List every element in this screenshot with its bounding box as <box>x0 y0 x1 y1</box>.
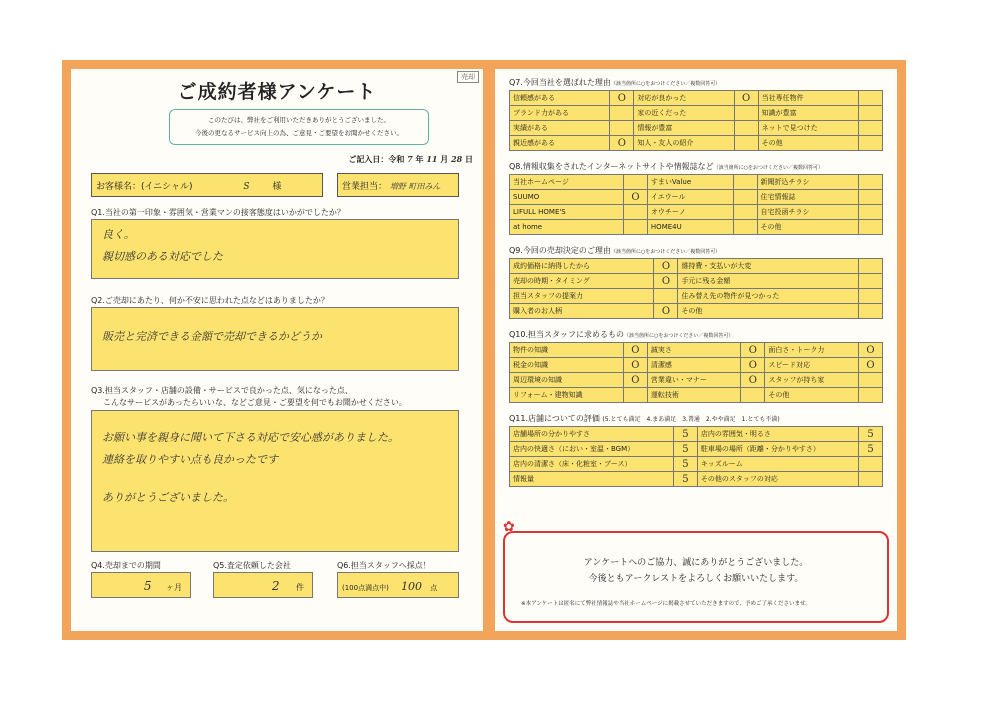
q8-mark-cell <box>859 220 883 235</box>
staff-name: 増野 町田みん <box>389 182 441 191</box>
q9-mark-cell: O <box>654 304 678 319</box>
q7-row <box>510 121 883 136</box>
q9-mark-cell <box>859 274 883 289</box>
question-1: Q1.当社の第一印象・雰囲気・営業マンの接客態度はいかがでしたか？ <box>91 208 345 217</box>
q10-mark-cell <box>741 388 765 403</box>
right-survey-page <box>486 60 906 640</box>
q8-option-label: イエウール <box>647 190 733 205</box>
q8-mark-cell <box>733 175 757 190</box>
q11-title: Q11.店舗についての評価 <box>509 414 600 423</box>
q9-title: Q9.今回の売却決定のご理由 <box>509 246 611 255</box>
q8-row <box>510 205 883 220</box>
q7-mark-cell <box>859 136 883 151</box>
q7-option-label: 実績がある <box>510 121 610 136</box>
q8-section <box>509 161 883 235</box>
date-day-unit: 日 <box>465 155 473 164</box>
answer-6-unit: 点 <box>430 584 438 592</box>
q8-mark-cell <box>859 190 883 205</box>
thanks-line: アンケートへのご協力、誠にありがとうございました。 <box>583 558 809 568</box>
q11-option-label: 店内の雰囲気・明るさ <box>697 427 858 442</box>
q11-mark-cell <box>859 457 883 472</box>
customer-name-field <box>91 173 323 197</box>
date-month: 11 <box>426 154 438 164</box>
q10-mark-cell: O <box>741 373 765 388</box>
q9-option-label: 担当スタッフの提案力 <box>510 289 654 304</box>
q9-mark-cell <box>859 289 883 304</box>
q11-mark-cell: 5 <box>859 427 883 442</box>
q10-row <box>510 358 883 373</box>
question-3-line1: Q3.担当スタッフ・店舗の設備・サービスで良かった点、気になった点、 <box>91 386 353 395</box>
question-5: Q5.査定依頼した会社 <box>213 561 291 570</box>
q9-mark-cell <box>859 259 883 274</box>
customer-suffix: 様 <box>272 182 282 192</box>
q9-table <box>509 258 883 319</box>
q11-scale: (5.とても満足 4.まあ満足 3.普通 2.やや満足 1.とても不満) <box>602 416 780 423</box>
intro-line: このたびは、弊社をご利用いただきありがとうございました。 <box>208 116 390 124</box>
q9-option-label: 手元に残る金額 <box>678 274 859 289</box>
q11-section <box>509 413 883 487</box>
q8-option-label: LIFULL HOME'S <box>510 205 624 220</box>
q10-table <box>509 342 883 403</box>
q10-mark-cell: O <box>623 358 647 373</box>
q8-option-label: すまいValue <box>647 175 733 190</box>
q10-option-label: 誠実さ <box>647 343 741 358</box>
q10-mark-cell: O <box>859 343 883 358</box>
q7-option-label: ネットで見つけた <box>758 121 858 136</box>
q10-option-label: 営業違い・マナー <box>647 373 741 388</box>
question-3-line2: こんなサービスがあったらいいな、などご意見・ご要望を何でもお聞かせください。 <box>103 398 407 407</box>
q7-mark-cell <box>734 136 758 151</box>
q8-mark-cell <box>733 220 757 235</box>
q7-option-label: 知人・友人の紹介 <box>634 136 734 151</box>
q10-option-label: スピード対応 <box>765 358 859 373</box>
q10-option-label: 周辺環境の知識 <box>510 373 624 388</box>
q11-mark-cell: 5 <box>673 457 697 472</box>
q10-option-label: 物件の知識 <box>510 343 624 358</box>
q11-option-label: 店舗場所の分かりやすさ <box>510 427 674 442</box>
q9-option-label: 成約価格に納得したから <box>510 259 654 274</box>
q8-mark-cell <box>733 205 757 220</box>
answer-1-line: 良く。 <box>102 228 135 241</box>
q10-title: Q10.担当スタッフに求めるもの <box>509 330 625 339</box>
q7-mark-cell: O <box>610 136 634 151</box>
date-year: 7 <box>407 154 413 164</box>
q8-option-label: 住宅情報誌 <box>757 190 859 205</box>
customer-label: お客様名：(イニシャル) <box>96 182 193 192</box>
q11-option-label: その他のスタッフの対応 <box>697 472 858 487</box>
q11-option-label: 店内の清潔さ（床・化粧室・ブース） <box>510 457 674 472</box>
ribbon-bow-icon: ✿ <box>503 519 515 535</box>
q9-row <box>510 274 883 289</box>
q8-row <box>510 175 883 190</box>
answer-1-line: 親切感のある対応でした <box>102 250 223 263</box>
q10-note: （該当箇所に○をおつけください／複数回答可） <box>624 333 734 339</box>
answer-6-label: (100点満点中) <box>342 584 389 592</box>
q7-mark-cell <box>610 106 634 121</box>
q10-option-label: 税金の知識 <box>510 358 624 373</box>
date-month-unit: 月 <box>440 155 449 164</box>
q10-option-label: スタッフが持ち家 <box>765 373 859 388</box>
q7-option-label: ブランド力がある <box>510 106 610 121</box>
q10-section <box>509 329 883 403</box>
category-stamp: 売却 <box>457 71 479 83</box>
q9-option-label: 住み替え先の物件が見つかった <box>678 289 859 304</box>
q10-row <box>510 388 883 403</box>
q9-row <box>510 259 883 274</box>
q10-row <box>510 343 883 358</box>
q7-mark-cell: O <box>610 91 634 106</box>
q8-mark-cell <box>623 175 647 190</box>
footnote: ※本アンケートは匿名にて弊社情報誌や当社ホームページに掲載させていただきますので、予めご了承くださいませ。 <box>521 601 811 607</box>
q7-option-label: 親近感がある <box>510 136 610 151</box>
q8-mark-cell <box>859 175 883 190</box>
q10-mark-cell: O <box>741 358 765 373</box>
q9-row <box>510 304 883 319</box>
q10-mark-cell: O <box>859 358 883 373</box>
q10-row <box>510 373 883 388</box>
q9-row <box>510 289 883 304</box>
q7-mark-cell <box>734 106 758 121</box>
answer-4-unit: ヶ月 <box>166 583 182 592</box>
q10-mark-cell: O <box>623 373 647 388</box>
q11-option-label: キッズルーム <box>697 457 858 472</box>
q8-title: Q8.情報収集をされたインターネットサイトや情報誌など <box>509 162 714 171</box>
q10-option-label: 清潔感 <box>647 358 741 373</box>
q10-option-label: その他 <box>765 388 859 403</box>
q8-mark-cell <box>623 205 647 220</box>
q9-option-label: 維持費・支払いが大変 <box>678 259 859 274</box>
answer-3-line: 連絡を取りやすい点も良かったです <box>102 453 278 466</box>
left-survey-page <box>62 60 492 640</box>
q7-note: （該当箇所に○をおつけください／複数回答可） <box>610 81 721 87</box>
q7-option-label: 対応が良かった <box>634 91 734 106</box>
q9-note: （該当箇所に○をおつけください／複数回答可） <box>610 249 721 255</box>
answer-6-value: 100 <box>401 580 423 593</box>
intro-box <box>169 109 429 145</box>
date-label: ご記入日：令和 <box>348 155 405 164</box>
q10-mark-cell: O <box>623 343 647 358</box>
q9-mark-cell: O <box>654 259 678 274</box>
question-6: Q6.担当スタッフへ採点！ <box>337 561 431 570</box>
q7-table <box>509 90 883 151</box>
q8-mark-cell <box>623 220 647 235</box>
q8-option-label: 新聞折込チラシ <box>757 175 859 190</box>
answer-2-box <box>91 307 459 371</box>
q10-mark-cell <box>623 388 647 403</box>
q8-option-label: オウチーノ <box>647 205 733 220</box>
answer-4-box <box>91 572 191 598</box>
q7-row <box>510 136 883 151</box>
q8-table <box>509 174 883 235</box>
q11-mark-cell: 5 <box>673 472 697 487</box>
q11-mark-cell: 5 <box>673 427 697 442</box>
question-4: Q4.売却までの期間 <box>91 561 161 570</box>
answer-2-line: 販売と完済できる金額で売却できるかどうか <box>102 330 322 343</box>
answer-3-line: お願い事を親身に聞いて下さる対応で安心感がありました。 <box>102 431 399 444</box>
question-2: Q2.ご売却にあたり、何か不安に思われた点などはありましたか？ <box>91 296 329 305</box>
q7-option-label: 知識が豊富 <box>758 106 858 121</box>
q7-row <box>510 106 883 121</box>
answer-4-value: 5 <box>143 579 152 593</box>
q7-mark-cell <box>859 106 883 121</box>
q11-option-label: 駐車場の場所（距離・分かりやすさ） <box>697 442 858 457</box>
staff-label: 営業担当： <box>342 182 388 192</box>
q10-option-label: 運転技術 <box>647 388 741 403</box>
q10-mark-cell <box>859 388 883 403</box>
q11-mark-cell: 5 <box>673 442 697 457</box>
q11-mark-cell: 5 <box>859 442 883 457</box>
q8-mark-cell: O <box>623 190 647 205</box>
q8-option-label: 当社ホームページ <box>510 175 624 190</box>
q8-option-label: at home <box>510 220 624 235</box>
q7-mark-cell <box>859 121 883 136</box>
q9-option-label: 売却の時期・タイミング <box>510 274 654 289</box>
q8-mark-cell <box>859 205 883 220</box>
q7-option-label: その他 <box>758 136 858 151</box>
q11-option-label: 情報量 <box>510 472 674 487</box>
answer-5-box <box>213 572 313 598</box>
survey-title: ご成約者様アンケート <box>177 81 377 103</box>
q10-option-label: リフォーム・建物知識 <box>510 388 624 403</box>
q10-option-label: 面白さ・トーク力 <box>765 343 859 358</box>
q7-option-label: 情報が豊富 <box>634 121 734 136</box>
q11-row <box>510 457 883 472</box>
customer-initial: S <box>243 182 250 192</box>
q8-row <box>510 190 883 205</box>
q11-mark-cell <box>859 472 883 487</box>
thanks-line: 今後ともアークレストをよろしくお願いいたします。 <box>588 574 804 584</box>
q8-row <box>510 220 883 235</box>
answer-5-unit: 件 <box>296 583 304 592</box>
q9-mark-cell: O <box>654 274 678 289</box>
q8-note: （該当箇所に○をおつけください／複数回答可） <box>713 165 823 171</box>
q11-row <box>510 427 883 442</box>
q8-option-label: その他 <box>757 220 859 235</box>
q7-option-label: 当社専任物件 <box>758 91 858 106</box>
staff-field <box>337 173 459 197</box>
q9-mark-cell <box>859 304 883 319</box>
date-year-unit: 年 <box>415 155 424 164</box>
q9-mark-cell <box>654 289 678 304</box>
q8-mark-cell <box>733 190 757 205</box>
q8-option-label: SUUMO <box>510 190 624 205</box>
q9-option-label: その他 <box>678 304 859 319</box>
date-field <box>348 154 473 165</box>
q7-mark-cell <box>734 121 758 136</box>
q8-option-label: HOME4U <box>647 220 733 235</box>
q7-option-label: 家の近くだった <box>634 106 734 121</box>
q9-option-label: 購入者のお人柄 <box>510 304 654 319</box>
answer-5-value: 2 <box>271 579 280 593</box>
answer-3-box <box>91 410 459 552</box>
q7-section <box>509 77 883 151</box>
q11-row <box>510 442 883 457</box>
answer-1-box <box>91 219 459 279</box>
q10-mark-cell <box>859 373 883 388</box>
q11-table <box>509 426 883 487</box>
answer-3-line: ありがとうございました。 <box>102 491 234 504</box>
q11-option-label: 店内の快適さ（におい・室温・BGM） <box>510 442 674 457</box>
q7-row <box>510 91 883 106</box>
thanks-ribbon <box>503 519 889 623</box>
date-day: 28 <box>451 154 463 164</box>
q7-option-label: 信頼感がある <box>510 91 610 106</box>
answer-6-box <box>337 572 459 598</box>
q9-section <box>509 245 883 319</box>
intro-line: 今後の更なるサービス向上の為、ご意見・ご要望をお聞かせください。 <box>195 129 403 137</box>
q11-row <box>510 472 883 487</box>
q7-mark-cell: O <box>734 91 758 106</box>
q7-title: Q7.今回当社を選ばれた理由 <box>509 78 611 87</box>
q8-option-label: 自宅投函チラシ <box>757 205 859 220</box>
q10-mark-cell: O <box>741 343 765 358</box>
q7-mark-cell <box>610 121 634 136</box>
q7-mark-cell <box>859 91 883 106</box>
